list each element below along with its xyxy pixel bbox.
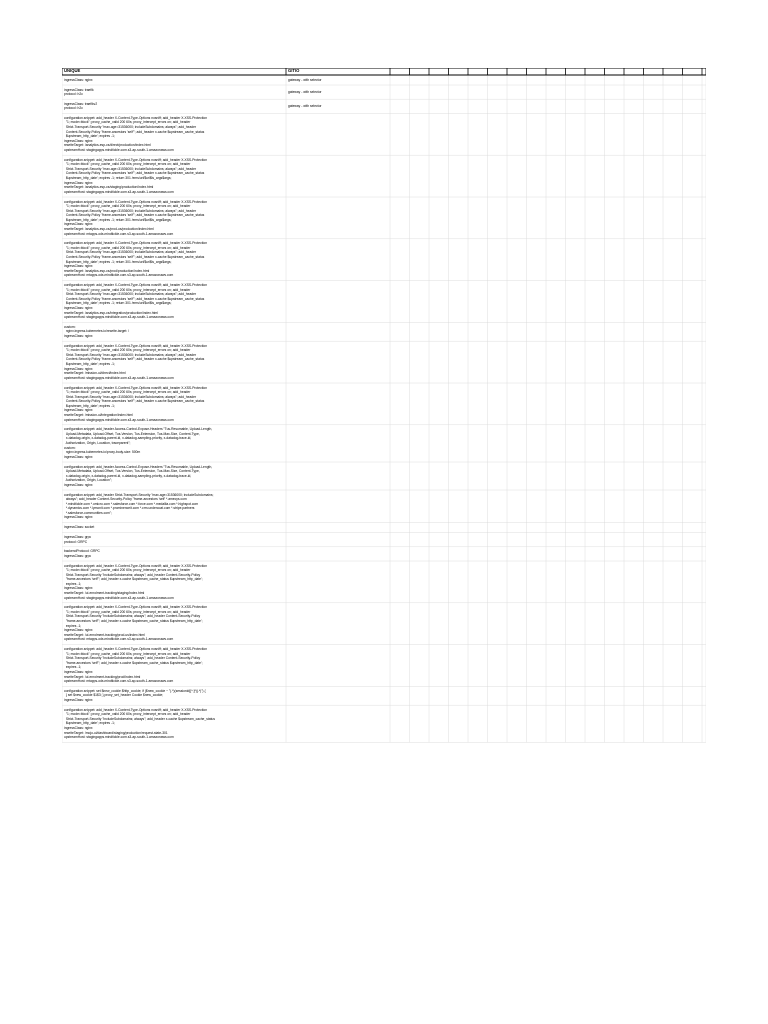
cell-unique: configuration.snippet: add_header Access-Control-Expose-Headers "Tus-Resumable, Upload-Length, Upload-Metadata, Upload-Offset, Tus-Version, Tus-Extension, Tus-Max-Size, Content-Type, x-datadog-origin, x-datadog-parent-id, x-datadog-sampling-priority, x-datadog-trace-id, Authorization, Origin, Location"; ingressClass: nginx <box>64 464 213 487</box>
cell-unique: custom: nginx.ingress.kubernetes.io/rewrite-target: / ingressClass: nginx <box>64 324 130 339</box>
cell-gitio: gateway - with selector <box>288 90 322 95</box>
cell-unique: configuration.snippet: add_header X-Content-Type-Options nosniff; add_header X-XSS-Protection "1; mode=block"; proxy_cache_valid 200 60s; proxy_intercept_errors on; add_header Strict-Transport-Security "includeSubdomains; always"; add_header Content-Security-Policy "frame-ancestors 'self'"; add_header x-cache $upstream_cache_status $upstream_http_date'; expires -1; ingressClass: nginx rewriteTarget: /ui-enrolment-tracking/staging/index.html upstreamHost: stagingapps.mindtickle.com.s3-ap-south-1.amazonaws.com <box>64 563 208 600</box>
cell-gitio: gateway - with selector <box>288 77 322 82</box>
spreadsheet <box>62 68 706 928</box>
cell-unique: configuration.snippet: add_header Strict-Transport-Security "max-age=31536000; includeSubdomains; always"; add_header Content-Security-Policy "frame-ancestors 'self' *.amecys.com *.mindtickle.com *.omicro.com *.salesforce.com *.force.com *.medallia.com *.highspot.com *.dynamics.com *.lymonit.com *.prominenceit.com *.crm.undercoat.com *.stripe.partners *.salesforce-communities.com"; ingressClass: nginx <box>64 492 214 520</box>
cell-unique: configuration.snippet: add_header X-Content-Type-Options nosniff; add_header X-XSS-Protection "1; mode=block"; proxy_cache_valid 200 60s; proxy_intercept_errors on; add_header Strict-Transport-Security "max-age=31536000; includeSubdomains; always"; add_header Content-Security-Policy "frame-ancestors 'self'"; add_header x-cache $upstream_cache_status $upstream_http_date'; expires -1; return 301 /ems/url/$url$is_args$args; ingressClass: nginx rewriteTarget: /analytics-esp-cs/integration/production/index.html upstreamHost: stagingapps.mindtickle.com.s3-ap-south-1.amazonaws.com <box>64 283 208 320</box>
cell-unique: configuration.snippet: set $new_cookie $http_cookie; if ($new_cookie ~ "(.*)(sessionid|[^;]*)(.*)") { } set $new_cookie $1$3; } proxy_set_header Cookie $new_cookie; ingressClass: nginx <box>64 688 206 703</box>
cell-unique: configuration.snippet: add_header X-Content-Type-Options nosniff; add_header X-XSS-Protection "1; mode=block"; proxy_cache_valid 200 60s; proxy_intercept_errors on; add_header Strict-Transport-Security "includeSubdomains; always"; add_header Content-Security-Policy "frame-ancestors 'self'"; add_header x-cache $upstream_cache_status $upstream_http_date'; expires -1; ingressClass: nginx rewriteTarget: /ui-enrolment-tracking/prod-us/index.html upstreamHost: mtapps-ods.mindtickle.com.s3-ap-south-1.amazonaws.com <box>64 605 208 642</box>
cell-unique: configuration.snippet: add_header X-Content-Type-Options nosniff; add_header X-XSS-Protection "1; mode=block"; proxy_cache_valid 200 60s; proxy_intercept_errors on; add_header Strict-Transport-Security "includeSubdomains; always"; add_header Content-Security-Policy "frame-ancestors 'self'"; add_header x-cache $upstream_cache_status $upstream_http_date'; expires -1; ingressClass: nginx rewriteTarget: /ui-enrolment-tracking/prod/index.html upstreamHost: mtapps-ods.mindtickle.com.s3-ap-south-1.amazonaws.com <box>64 647 208 684</box>
cell-unique: configuration.snippet: add_header X-Content-Type-Options nosniff; add_header X-XSS-Protection "1; mode=block"; proxy_cache_valid 200 60s; proxy_intercept_errors on; add_header Strict-Transport-Security "max-age=31536000; includeSubdomains; always"; add_header Content-Security-Policy "frame-ancestors 'self'"; add_header x-cache $upstream_cache_status $upstream_http_date'; expires -1; return 301 /ems/url/$url$is_args$args; ingressClass: nginx rewriteTarget: /analytics-esp-cs/prod-us/production/index.html upstreamHost: mtapps-ods.mindtickle.com.s3-ap-south-1.amazonaws.com <box>64 199 208 236</box>
header-unique: UNIQUE <box>64 68 81 73</box>
cell-unique: ingressClass: nginx <box>64 77 93 82</box>
cell-gitio: gateway - with selector <box>288 104 322 109</box>
cell-unique: configuration.snippet: add_header X-Content-Type-Options nosniff; add_header X-XSS-Protection "1; mode=block"; proxy_cache_valid 200 60s; proxy_intercept_errors on; add_header Strict-Transport-Security "max-age=31536000; includeSubdomains; always"; add_header Content-Security-Policy "frame-ancestors 'self'"; add_header x-cache $upstream_cache_status $upstream_http_date'; expires -1; ingressClass: nginx rewriteTarget: /mission-ui/direct/index.html upstreamHost: stagingapps.mindtickle.com.s3-ap-south-1.amazonaws.com <box>64 343 208 380</box>
cell-unique: configuration.snippet: add_header X-Content-Type-Options nosniff; add_header X-XSS-Protection "1; mode=block"; proxy_cache_valid 200 60s; proxy_intercept_errors on; add_header Strict-Transport-Security "max-age=31536000; includeSubdomains; always"; add_header Content-Security-Policy "frame-ancestors 'self'"; add_header x-cache $upstream_cache_status $upstream_http_date'; expires -1; return 301 /ems/url/$url$is_args$args; ingressClass: nginx rewriteTarget: /analytics-esp-cs/staging/production/index.html upstreamHost: stagingapps.mindtickle.com.s3-ap-south-1.amazonaws.com <box>64 157 208 194</box>
cell-unique: ingressClass: grpc protocol: GRPC <box>64 535 92 544</box>
cell-unique: ingressClass: traefikv2 protocol: h2c <box>64 101 98 111</box>
cell-unique: configuration.snippet: add_header X-Content-Type-Options nosniff; add_header X-XSS-Protection "1; mode=block"; proxy_cache_valid 200 60s; proxy_intercept_errors on; add_header Strict-Transport-Security "max-age=31536000; includeSubdomains; always"; add_header Content-Security-Policy "frame-ancestors 'self'"; add_header x-cache $upstream_cache_status $upstream_http_date'; expires -1; ingressClass: nginx rewriteTarget: /analytics-esp-cs/direct/production/index.html upstreamHost: stagingapps.mindtickle.com.s3-ap-south-1.amazonaws.com <box>64 115 208 153</box>
cell-unique: ingressClass: traefik protocol: h2c <box>64 87 94 97</box>
cell-unique: configuration.snippet: add_header X-Content-Type-Options nosniff; add_header X-XSS-Protection "1; mode=block"; proxy_cache_valid 200 60s; proxy_intercept_errors on; add_header Strict-Transport-Security "max-age=31536000; includeSubdomains; always"; add_header Content-Security-Policy "frame-ancestors 'self'"; add_header x-cache $upstream_cache_status $upstream_http_date'; expires -1; return 301 /ems/url/$url$is_args$args; ingressClass: nginx rewriteTarget: /analytics-esp-cs/prod/production/index.html upstreamHost: mtapps-ods.mindtickle.com.s3-ap-south-1.amazonaws.com <box>64 241 208 278</box>
cell-unique: backendProtocol: GRPC ingressClass: grpc <box>64 549 100 558</box>
cell-unique: configuration.snippet: add_header X-Content-Type-Options nosniff; add_header X-XSS-Protection "1; mode=block"; proxy_cache_valid 200 60s; proxy_intercept_errors on; add_header Strict-Transport-Security "max-age=31536000; includeSubdomains; always"; add_header Content-Security-Policy "frame-ancestors 'self'"; add_header x-cache $upstream_cache_status $upstream_http_date'; expires -1; ingressClass: nginx rewriteTarget: /mission-ui/integration/index.html upstreamHost: stagingapps.mindtickle.com.s3-ap-south-1.amazonaws.com <box>64 385 208 422</box>
cell-unique: ingressClass: socket <box>64 525 95 530</box>
cell-unique: configuration.snippet: add_header X-Content-Type-Options nosniff; add_header X-XSS-Protection "1; mode=block"; proxy_cache_valid 200 60s; proxy_intercept_errors on; add_header Strict-Transport-Security "includeSubdomains; always"; add_header x-cache $upstream_cache_status $upstream_http_date'; expires -1; ingressClass: nginx rewriteTarget: /mojo-ui/dashboard/staging/production/request-state-301 upstreamHost: stagingapps.mindtickle.com.s3-ap-south-1.amazonaws.com <box>64 707 216 740</box>
header-gitio: GITIO <box>288 68 300 73</box>
cell-unique: configuration.snippet: add_header Access-Control-Expose-Headers "Tus-Resumable, Upload-Length, Upload-Metadata, Upload-Offset, Tus-Version, Tus-Extension, Tus-Max-Size, Content-Type, x-datadog-origin, x-datadog-parent-id, x-datadog-sampling-priority, x-datadog-trace-id, Authorization, Origin, Location, traceparent"; custom: nginx.ingress.kubernetes.io/proxy-body-size: 500m ingressClass: nginx <box>64 427 213 459</box>
